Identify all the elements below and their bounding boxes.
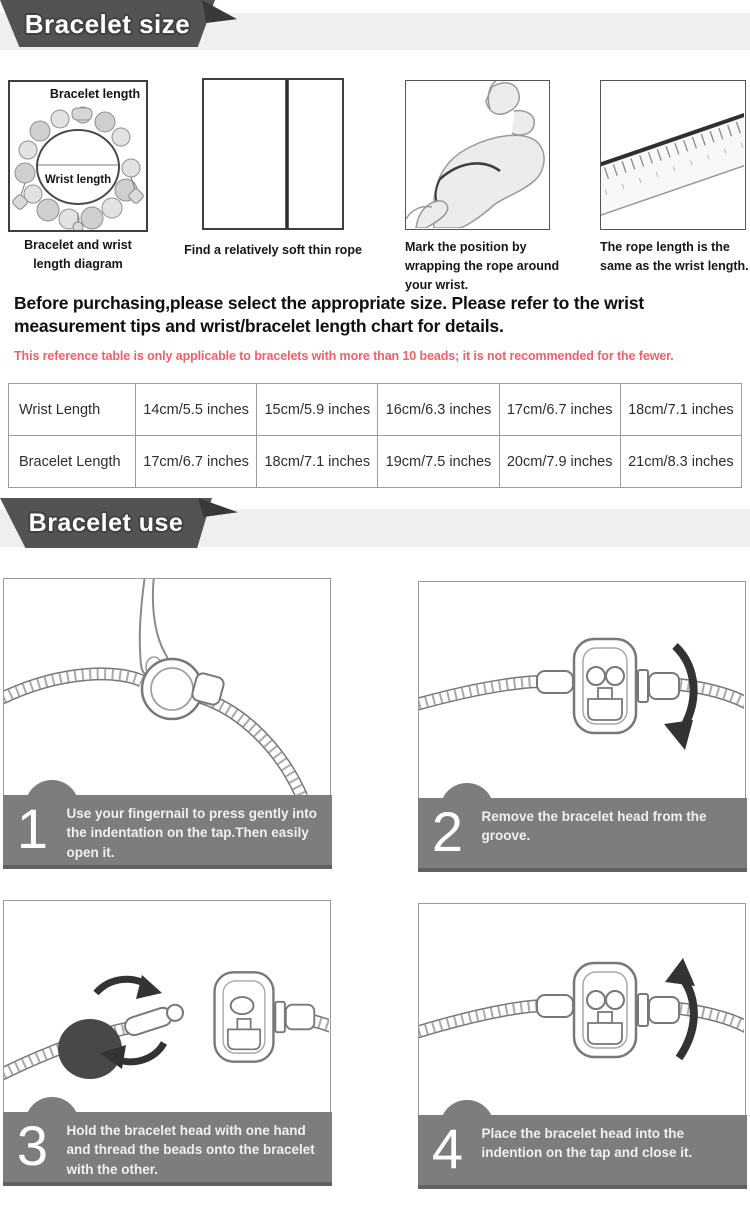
arrowhead-icon — [664, 720, 693, 750]
caption-bracelet-diagram: Bracelet and wrist length diagram — [24, 238, 132, 271]
step-panel-4 — [418, 903, 746, 1188]
rope-drawing — [204, 80, 342, 228]
rope-image — [202, 78, 344, 230]
table-cell: 15cm/5.9 inches — [257, 384, 378, 436]
step-number: 2 — [431, 799, 464, 863]
row-label: Bracelet Length — [9, 436, 136, 488]
table-cell: 21cm/8.3 inches — [620, 436, 741, 488]
table-cell: 18cm/7.1 inches — [620, 384, 741, 436]
bracelet-diagram-drawing — [10, 82, 146, 230]
step-text: Use your fingernail to press gently into the indentation on the tap.Then easily open it. — [66, 805, 318, 860]
step-number: 3 — [16, 1113, 49, 1177]
step3-illustration — [4, 901, 329, 1114]
caption-find-rope: Find a relatively soft thin rope — [184, 243, 362, 257]
step-caption-band — [418, 798, 747, 872]
ruler-drawing — [601, 81, 744, 228]
step-text: Remove the bracelet head from the groove. — [481, 808, 707, 844]
table-row — [9, 436, 742, 488]
size-chart-table — [8, 383, 742, 488]
wrist-length-label: Wrist length — [44, 174, 112, 186]
step4-illustration — [419, 904, 744, 1117]
step-number: 4 — [431, 1116, 464, 1180]
step-text: Hold the bracelet head with one hand and thread the beads onto the bracelet with the other. — [66, 1122, 315, 1177]
table-cell: 16cm/6.3 inches — [378, 384, 499, 436]
step-caption-band — [418, 1115, 747, 1189]
clasp-drawing — [215, 972, 315, 1061]
bead-drawing — [58, 1019, 122, 1079]
section-title-bracelet-use: Bracelet use — [28, 509, 184, 537]
table-cell: 18cm/7.1 inches — [257, 436, 378, 488]
step-caption-band — [3, 1112, 332, 1186]
clasp-drawing — [574, 963, 679, 1057]
row-label: Wrist Length — [9, 384, 136, 436]
bracelet-diagram-image — [8, 80, 148, 232]
caption-rope-length: The rope length is the same as the wrist length. — [600, 240, 749, 273]
table-cell: 19cm/7.5 inches — [378, 436, 499, 488]
step-panel-3 — [3, 900, 331, 1185]
caption-mark-position: Mark the position by wrapping the rope around your wrist. — [405, 240, 560, 292]
table-row — [9, 384, 742, 436]
table-cell: 14cm/5.5 inches — [136, 384, 257, 436]
section-title-bracelet-size: Bracelet size — [24, 9, 191, 39]
step-panel-2 — [418, 581, 746, 871]
table-cell: 17cm/6.7 inches — [499, 384, 620, 436]
table-cell: 17cm/6.7 inches — [136, 436, 257, 488]
reference-note-text: This reference table is only applicable to bracelets with more than 10 beads; it is not recommended for the fewer. — [14, 349, 674, 363]
ruler-image — [600, 80, 746, 230]
bracelet-length-label: Bracelet length — [49, 87, 141, 101]
table-cell: 20cm/7.9 inches — [499, 436, 620, 488]
pin-drawing — [123, 1002, 186, 1038]
hand-wrapping-rope-drawing — [406, 81, 548, 228]
step-number: 1 — [16, 796, 49, 860]
step1-illustration — [4, 579, 329, 797]
clasp-drawing — [574, 639, 679, 733]
arrowhead-icon — [665, 958, 695, 986]
step-caption-band — [3, 795, 332, 869]
step-panel-1 — [3, 578, 331, 868]
step-text: Place the bracelet head into the indention on the tap and close it. — [481, 1125, 693, 1161]
purchase-advice-text: Before purchasing,please select the appropriate size. Please refer to the wrist measurement tips and wrist/bracelet length chart for details. — [14, 293, 644, 337]
step2-illustration — [419, 582, 744, 800]
wrap-wrist-image — [405, 80, 550, 230]
